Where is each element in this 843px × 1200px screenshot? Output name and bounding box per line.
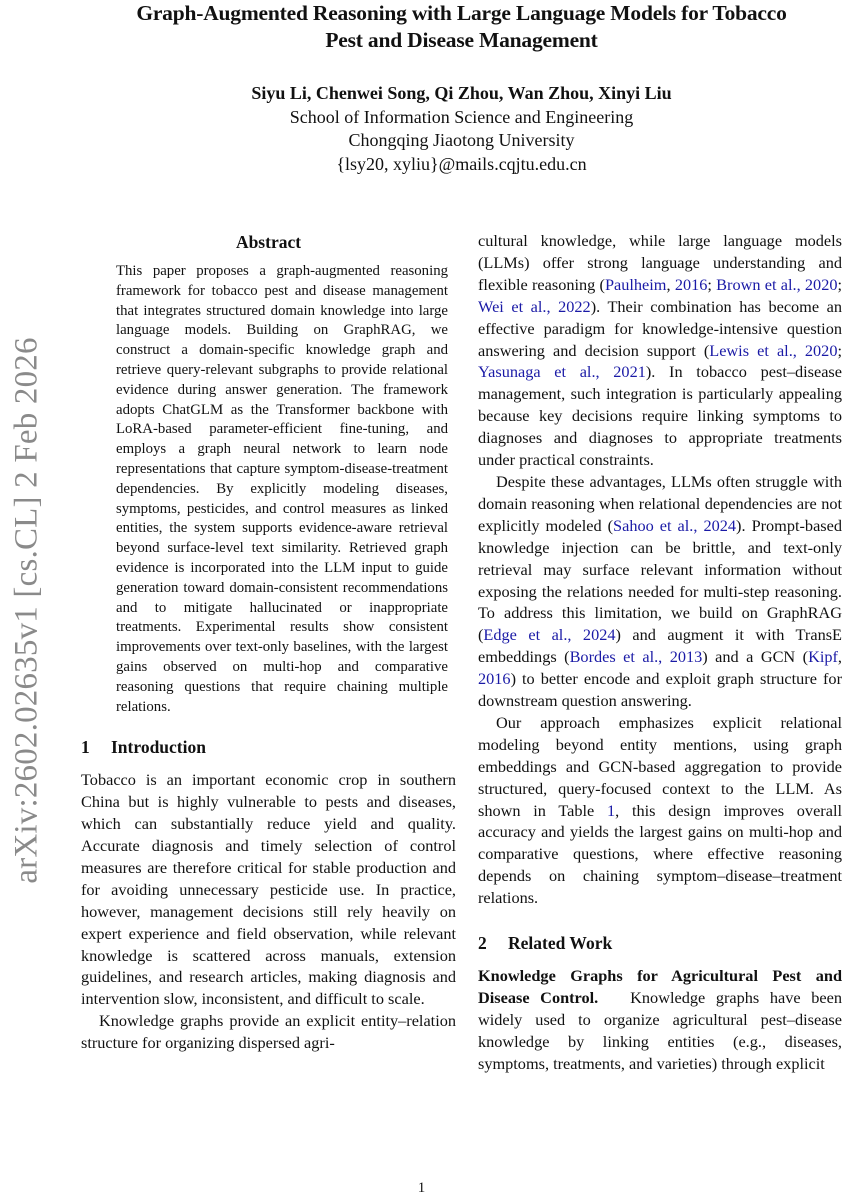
author-block: [100, 82, 823, 176]
citation-link[interactable]: Sahoo et al., 2024: [613, 515, 737, 535]
citation-link[interactable]: Edge et al., 2024: [483, 625, 616, 645]
citation-link[interactable]: Paulheim: [604, 274, 667, 294]
citation-link[interactable]: Lewis et al., 2020: [709, 340, 838, 360]
section-title: Related Work: [508, 933, 613, 954]
paragraph-title: Knowledge Graphs for Agricultural Pest and Disease Control.: [478, 966, 842, 1007]
table-reference-link[interactable]: 1: [607, 800, 616, 820]
citation-link[interactable]: Yasunaga et al., 2021: [478, 362, 646, 382]
page-number: 1: [417, 1180, 426, 1196]
intro-paragraph-4: [478, 712, 842, 909]
paper-title: [80, 0, 843, 54]
citation-link[interactable]: Kipf: [808, 647, 838, 667]
text-run: ) and augment it with TransE embeddings (: [478, 625, 842, 667]
text-run: ;: [837, 340, 842, 360]
author-names: Siyu Li, Chenwei Song, Qi Zhou, Wan Zhou, Xinyi Liu: [251, 83, 672, 103]
intro-paragraph-1: Tobacco is an important economic crop in southern China but is highly vulnerable to pests and diseases, which can substantially reduce yield and quality. Accurate diagnosis and timely selection of control measures are therefore critical for stable production and for avoiding unnecessary pesticide use. In practice, however, management decisions still rely heavily on expert experience and field observation, while relevant knowledge is scattered across manuals, extension guidelines, and research articles, making diagnosis and intervention slow, inconsistent, and difficult to scale.: [81, 770, 456, 1009]
citation-link[interactable]: 2016: [674, 274, 708, 294]
section-title: Introduction: [111, 737, 206, 758]
text-run: ). Their combination has become an effective paradigm for knowledge-intensive question answering and decision support (: [478, 296, 842, 360]
intro-paragraph-2-start: Knowledge graphs provide an explicit entity–relation structure for organizing dispersed agri-: [81, 1011, 456, 1053]
affiliation: School of Information Science and Engineering: [289, 106, 634, 127]
left-column: [81, 230, 456, 1054]
text-run: ). Prompt-based knowledge injection can be brittle, and text-only retrieval may surface relevant information without exposing the relations needed for multi-step reasoning. To address this limitation, we build on GraphRAG (: [478, 515, 843, 645]
text-run: , this design improves overall accuracy and yields the largest gains on multi-hop and comparative questions, where effective reasoning depends on chaining symptom–disease–treatment relations.: [478, 800, 842, 908]
text-run: ;: [837, 274, 843, 294]
text-run: Despite these advantages, LLMs often struggle with domain reasoning when relational dependencies are not explicitly modeled (: [478, 471, 842, 535]
section-number: 1: [81, 737, 90, 758]
arxiv-stamp: [2, 280, 52, 940]
section-heading-related-work: [478, 931, 842, 955]
title-line-1: Graph-Augmented Reasoning with Large Language Models for Tobacco: [136, 1, 787, 25]
citation-link[interactable]: 2016: [478, 669, 511, 689]
text-run: Our approach emphasizes explicit relational modeling beyond entity mentions, using graph embeddings and GCN-based aggregation to provide structured, query-focused context to the LLM. As shown in Table: [478, 712, 842, 820]
section-number: 2: [478, 933, 487, 954]
author-email: {lsy20, xyliu}@mails.cqjtu.edu.cn: [336, 153, 587, 174]
intro-paragraph-2-continued: [478, 230, 842, 471]
citation-link[interactable]: Wei et al., 2022: [478, 296, 591, 316]
citation-link[interactable]: Bordes et al., 2013: [569, 647, 703, 667]
text-run: ) to better encode and exploit graph structure for downstream question answering.: [478, 669, 842, 711]
text-run: Knowledge graphs have been widely used to organize agricultural pest–disease knowledge by linking entities (e.g., diseases, symptoms, treatments, and varieties) through explicit: [478, 988, 842, 1073]
abstract-heading: Abstract: [235, 232, 302, 252]
text-run: ). In tobacco pest–disease management, such integration is particularly appealing because key decisions require linking symptoms to diagnoses and diagnoses to appropriate treatments under practical constraints.: [478, 362, 842, 470]
text-run: cultural knowledge, while large language models (LLMs) offer strong language understanding and flexible reasoning (: [478, 231, 842, 294]
text-run: ;: [707, 274, 717, 294]
title-line-2: Pest and Disease Management: [325, 28, 598, 52]
intro-paragraph-3: [478, 471, 842, 712]
right-column: [478, 230, 842, 1075]
spacer: [478, 909, 842, 911]
university: Chongqing Jiaotong University: [348, 130, 575, 150]
text-run: ,: [666, 274, 675, 294]
arxiv-identifier: arXiv:2602.02635v1 [cs.CL] 2 Feb 2026: [8, 336, 45, 884]
section-heading-introduction: [81, 735, 456, 759]
abstract-text: This paper proposes a graph-augmented reasoning framework for tobacco pest and disease management that integrates structured domain knowledge into large language models. Building on GraphRAG, we construct a domain-specific knowledge graph and retrieve query-relevant subgraphs to provide relational evidence during answer generation. The framework adopts ChatGLM as the Transformer backbone with LoRA-based parameter-efficient fine-tuning, and employs a graph neural network to learn node representations that capture symptom-disease-treatment dependencies. By explicitly modeling diseases, symptoms, pesticides, and control measures as linked entities, the system supports evidence-aware retrieval beyond surface-level text similarity. Retrieved graph evidence is incorporated into the LLM input to guide generation toward domain-consistent recommendations and to mitigate hallucinated or inappropriate treatments. Experimental results show consistent improvements over text-only baselines, with the largest gains observed on multi-hop and comparative reasoning questions that require chaining multiple relations.: [116, 263, 448, 715]
text-run: ,: [837, 647, 842, 667]
related-work-paragraph: [478, 965, 842, 1075]
text-run: ) and a GCN (: [702, 647, 809, 667]
citation-link[interactable]: Brown et al., 2020: [716, 274, 838, 294]
